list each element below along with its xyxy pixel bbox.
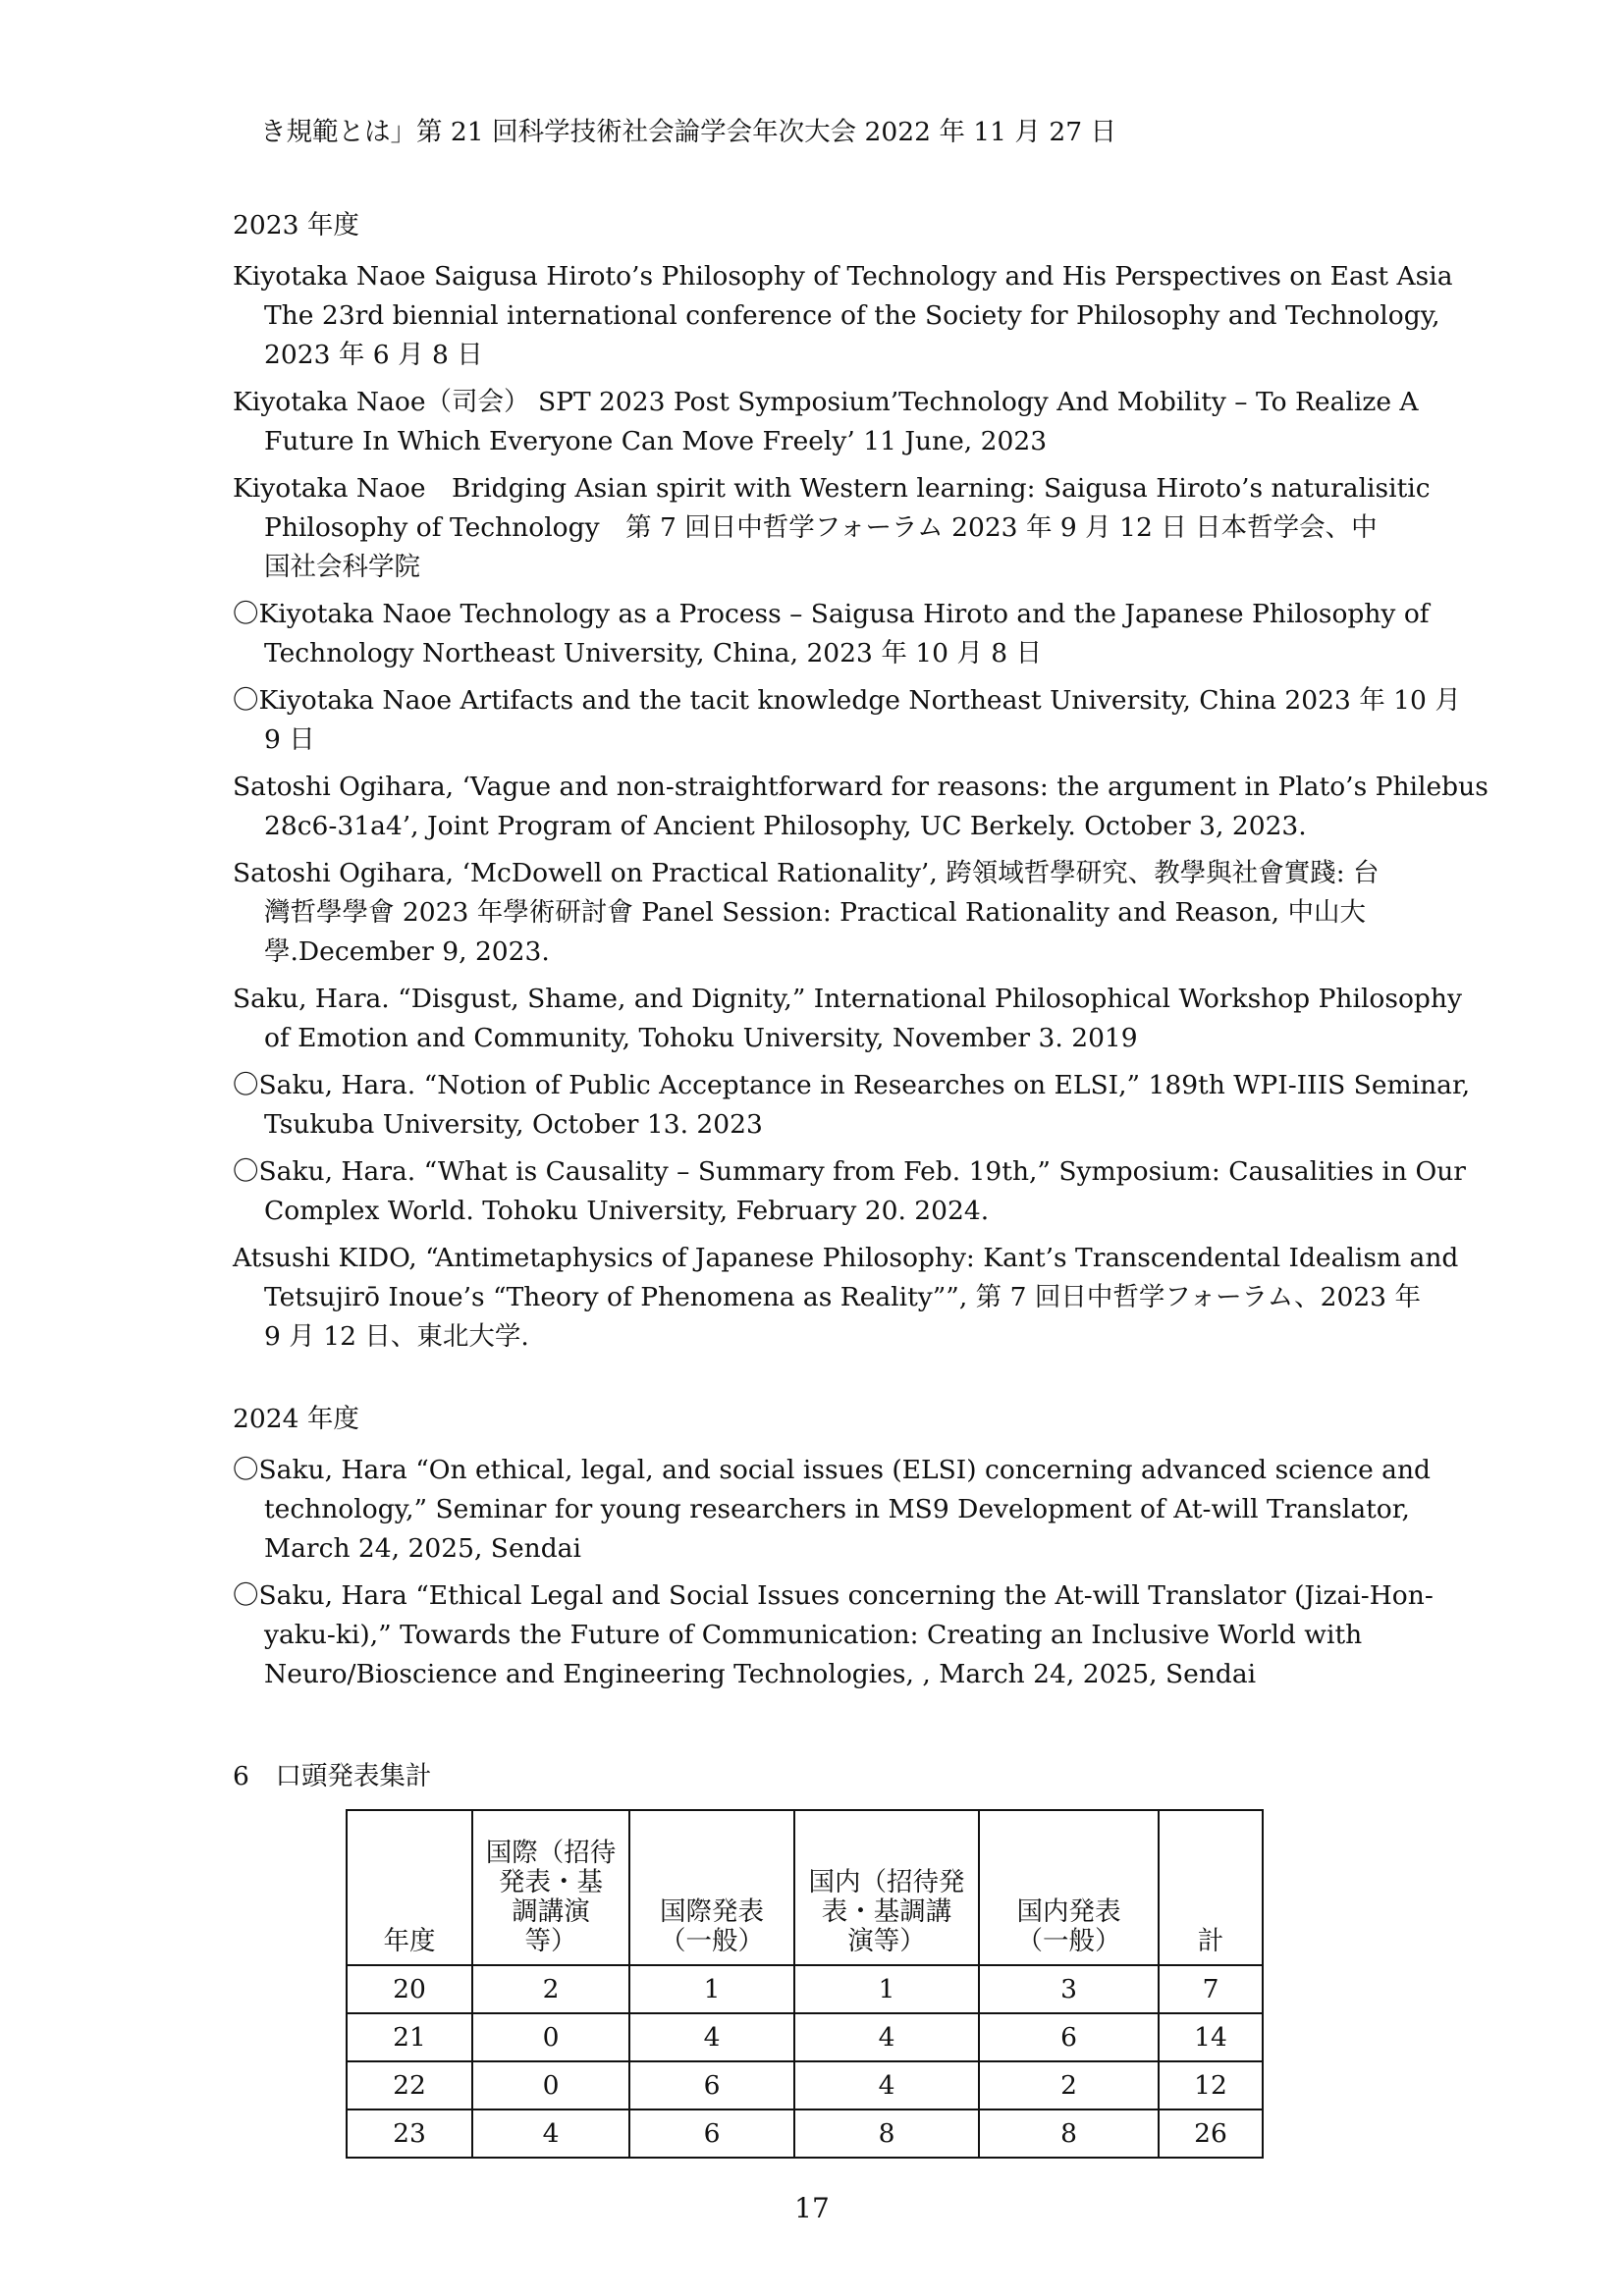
header-line: 国内（招待発 (808, 1867, 965, 1897)
table-cell: 21 (347, 2013, 472, 2061)
header-line: （一般） (660, 1926, 764, 1956)
presentation-entry (233, 1576, 1434, 1694)
header-cell (794, 1810, 979, 1965)
year-heading-2024: 2024 年度 (233, 1404, 359, 1434)
entry-line: Tsukuba University, October 13. 2023 (264, 1109, 763, 1140)
entry-line: Neuro/Bioscience and Engineering Technologies, , March 24, 2025, Sendai (264, 1659, 1257, 1689)
header-line: 等） (524, 1926, 577, 1956)
presentation-entry (233, 1152, 1466, 1231)
entry-line: technology,” Seminar for young researchers in MS9 Development of At-will Translator, (264, 1494, 1410, 1524)
entries-2024 (233, 1451, 1434, 1694)
table-cell: 23 (347, 2109, 472, 2158)
header-cell (347, 1810, 472, 1965)
entry-line: Kiyotaka Naoe（司会） SPT 2023 Post Symposium’Technology And Mobility – To Realize A (233, 387, 1419, 417)
table-cell: 6 (629, 2061, 794, 2109)
entries-2023 (233, 257, 1489, 1357)
entry-line: Saku, Hara. “Disgust, Shame, and Dignity,” International Philosophical Workshop Philosophy (233, 984, 1462, 1014)
table-cell: 8 (979, 2109, 1159, 2158)
presentation-entry (233, 383, 1419, 461)
summary-body (347, 1965, 1263, 2158)
entry-line: Atsushi KIDO, “Antimetaphysics of Japanese Philosophy: Kant’s Transcendental Idealism and (233, 1243, 1459, 1273)
presentation-entry (233, 1451, 1432, 1569)
table-cell: 4 (472, 2109, 629, 2158)
table-cell: 22 (347, 2061, 472, 2109)
entry-line: Satoshi Ogihara, ‘McDowell on Practical Rationality’, 跨領域哲學研究、教學與社會實踐: 台 (233, 858, 1380, 888)
presentation-entry (233, 768, 1489, 846)
header-cell (979, 1810, 1159, 1965)
header-line: 発表・基 (499, 1867, 603, 1897)
header-line: 計 (1197, 1926, 1224, 1956)
presentation-entry (233, 469, 1431, 587)
entry-line: of Emotion and Community, Tohoku University, November 3. 2019 (264, 1023, 1138, 1053)
header-line: 演等） (847, 1926, 926, 1956)
entry-line: 2023 年 6 月 8 日 (264, 340, 483, 370)
table-cell: 14 (1159, 2013, 1263, 2061)
header-line: 年度 (383, 1926, 436, 1956)
entry-line: 9 月 12 日、東北大学. (264, 1321, 529, 1352)
table-cell: 4 (794, 2013, 979, 2061)
entry-line: 〇Kiyotaka Naoe Technology as a Process – Saigusa Hiroto and the Japanese Philosophy of (233, 599, 1430, 629)
header-cell (472, 1810, 629, 1965)
summary-section-title: 6 口頭発表集計 (233, 1761, 432, 1791)
presentations-list (233, 206, 1489, 1702)
entry-line: Kiyotaka Naoe Saigusa Hiroto’s Philosophy of Technology and His Perspectives on East Asia (233, 261, 1453, 292)
table-cell: 12 (1159, 2061, 1263, 2109)
table-cell: 20 (347, 1965, 472, 2013)
presentation-entry (233, 854, 1401, 972)
entry-line: Future In Which Everyone Can Move Freely’ 11 June, 2023 (264, 426, 1048, 456)
table-cell: 8 (794, 2109, 979, 2158)
table-cell: 2 (472, 1965, 629, 2013)
entry-line: Philosophy of Technology 第 7 回日中哲学フォーラム 2023 年 9 月 12 日 日本哲学会、中 (264, 512, 1378, 543)
entry-line: Technology Northeast University, China, 2023 年 10 月 8 日 (264, 638, 1043, 668)
table-row (347, 1965, 1263, 2013)
entry-line: 灣哲學學會 2023 年學術研討會 Panel Session: Practical Rationality and Reason, 中山大 (264, 897, 1366, 928)
entry-line: 〇Saku, Hara. “Notion of Public Acceptance in Researches on ELSI,” 189th WPI-IIIS Seminar, (233, 1070, 1471, 1100)
header-line: 国際発表 (660, 1896, 764, 1927)
header-line: （一般） (1016, 1926, 1121, 1956)
page-number: 17 (794, 2192, 830, 2224)
table-cell: 4 (629, 2013, 794, 2061)
header-line: 表・基調講 (821, 1896, 952, 1927)
table-cell: 0 (472, 2013, 629, 2061)
entry-line: March 24, 2025, Sendai (264, 1533, 581, 1564)
presentation-entry (233, 257, 1453, 375)
table-cell: 7 (1159, 1965, 1263, 2013)
table-cell: 6 (979, 2013, 1159, 2061)
table-row (347, 2109, 1263, 2158)
entry-line: 9 日 (264, 724, 315, 755)
entry-line: 国社会科学院 (264, 552, 420, 582)
table-cell: 6 (629, 2109, 794, 2158)
presentation-entry (233, 595, 1430, 673)
entry-line: Complex World. Tohoku University, February 20. 2024. (264, 1196, 990, 1226)
table-row (347, 2061, 1263, 2109)
header-cell (1159, 1810, 1263, 1965)
header-line: 調講演 (512, 1896, 590, 1927)
continued-line: き規範とは」第 21 回科学技術社会論学会年次大会 2022 年 11 月 27 日 (260, 117, 1116, 147)
entry-line: 〇Saku, Hara “Ethical Legal and Social Issues concerning the At-will Translator (Jizai-Hon- (233, 1580, 1434, 1611)
entry-line: 28c6-31a4’, Joint Program of Ancient Philosophy, UC Berkely. October 3, 2023. (264, 811, 1307, 841)
table-cell: 4 (794, 2061, 979, 2109)
table-cell: 1 (629, 1965, 794, 2013)
entry-line: Satoshi Ogihara, ‘Vague and non-straightforward for reasons: the argument in Plato’s Philebus (233, 772, 1489, 802)
entry-line: 〇Kiyotaka Naoe Artifacts and the tacit knowledge Northeast University, China 2023 年 10 月 (233, 685, 1461, 716)
entry-line: 〇Saku, Hara. “What is Causality – Summary from Feb. 19th,” Symposium: Causalities in Our (233, 1156, 1466, 1187)
table-cell: 26 (1159, 2109, 1263, 2158)
header-line: 国内発表 (1016, 1896, 1121, 1927)
table-cell: 2 (979, 2061, 1159, 2109)
table-cell: 3 (979, 1965, 1159, 2013)
table-cell: 0 (472, 2061, 629, 2109)
summary-header-row (347, 1810, 1263, 1965)
entry-line: yaku-ki),” Towards the Future of Communication: Creating an Inclusive World with (264, 1620, 1363, 1650)
presentation-entry (233, 980, 1462, 1058)
entry-line: Tetsujirō Inoue’s “Theory of Phenomena as Reality””, 第 7 回日中哲学フォーラム、2023 年 (264, 1282, 1421, 1312)
table-row (347, 2013, 1263, 2061)
presentation-entry (233, 1239, 1459, 1357)
header-cell (629, 1810, 794, 1965)
entry-line: The 23rd biennial international conference of the Society for Philosophy and Technology, (264, 300, 1440, 331)
presentation-entry (233, 1066, 1471, 1145)
summary-table (346, 1809, 1264, 2159)
table-cell: 1 (794, 1965, 979, 2013)
entry-line: Kiyotaka Naoe Bridging Asian spirit with Western learning: Saigusa Hiroto’s naturalisitic (233, 473, 1431, 504)
header-line: 国際（招待 (485, 1838, 617, 1868)
year-heading-2023: 2023 年度 (233, 210, 359, 240)
entry-line: 學.December 9, 2023. (264, 936, 550, 967)
presentation-entry (233, 681, 1461, 760)
entry-line: 〇Saku, Hara “On ethical, legal, and social issues (ELSI) concerning advanced science and (233, 1455, 1432, 1485)
